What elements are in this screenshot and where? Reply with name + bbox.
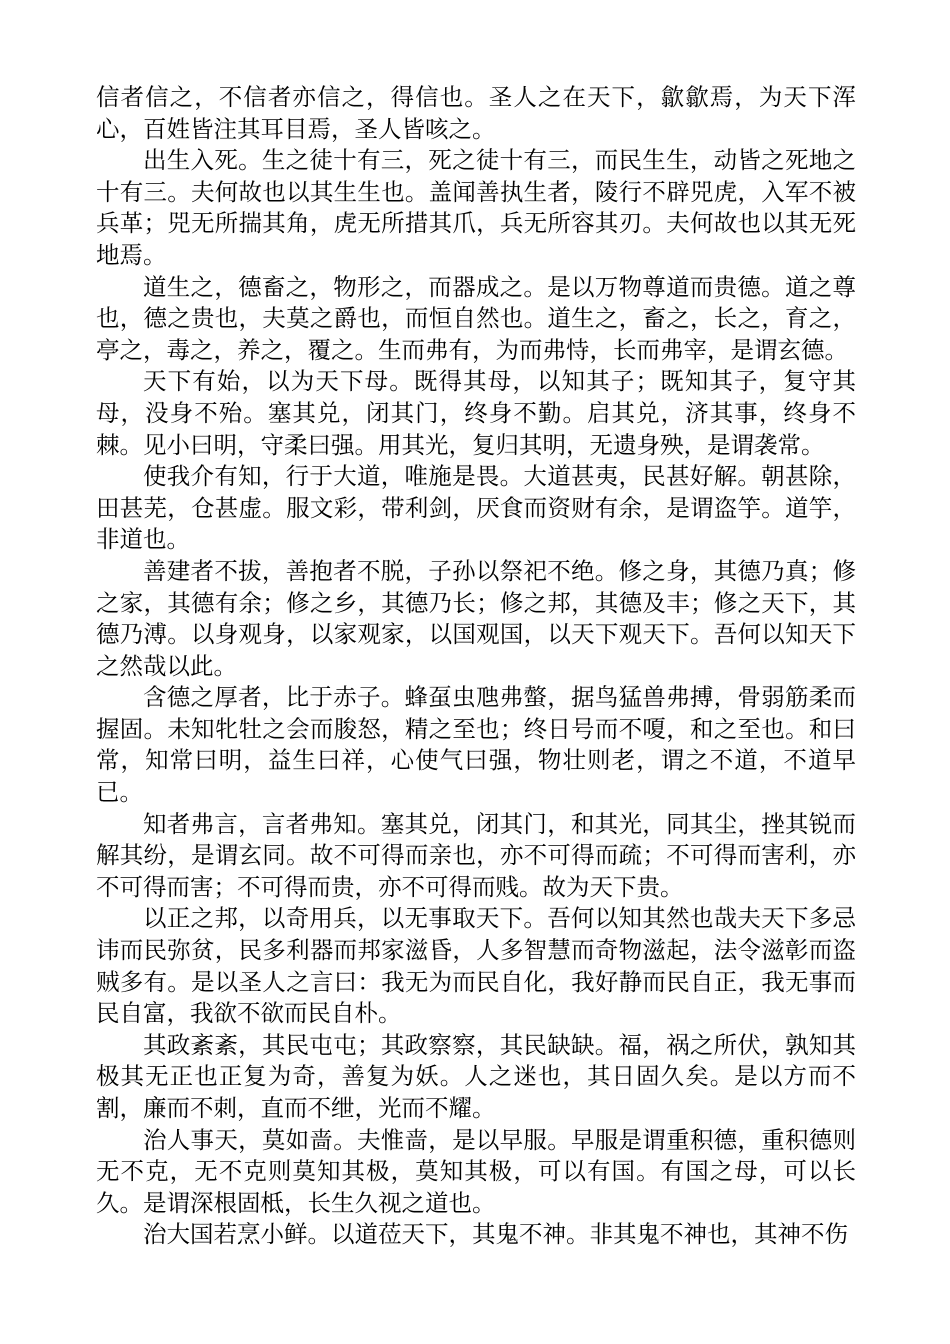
paragraph: 知者弗言，言者弗知。塞其兑，闭其门，和其光，同其尘，挫其锐而解其纷，是谓玄同。故不可得而亲也，亦不可得而疏；不可得而害利，亦不可得而害；不可得而贵，亦不可得而贱。故为天下贵。 — [96, 809, 856, 901]
paragraph: 出生入死。生之徒十有三，死之徒十有三，而民生生，动皆之死地之十有三。夫何故也以其生生也。盖闻善执生者，陵行不辟兕虎，入军不被兵革；兕无所揣其角，虎无所措其爪，兵无所容其刃。夫何故也以其无死地焉。 — [96, 146, 856, 269]
paragraph: 善建者不拔，善抱者不脱，子孙以祭祀不绝。修之身，其德乃真；修之家，其德有余；修之乡，其德乃长；修之邦，其德及丰；修之天下，其德乃溥。以身观身，以家观家，以国观国，以天下观天下。吾何以知天下之然哉以此。 — [96, 556, 856, 680]
paragraph: 信者信之，不信者亦信之，得信也。圣人之在天下，歙歙焉，为天下浑心，百姓皆注其耳目焉，圣人皆咳之。 — [96, 83, 856, 143]
paragraph: 其政紊紊，其民屯屯；其政察察，其民缺缺。福，祸之所伏，孰知其极其无正也正复为奇，善复为妖。人之迷也，其日固久矣。是以方而不割，廉而不刺，直而不绁，光而不耀。 — [96, 1030, 856, 1122]
body-text — [96, 82, 856, 1251]
paragraph: 天下有始，以为天下母。既得其母，以知其子；既知其子，复守其母，没身不殆。塞其兑，闭其门，终身不勤。启其兑，济其事，终身不棘。见小曰明，守柔曰强。用其光，复归其明，无遗身殃，是谓袭常。 — [96, 367, 856, 459]
paragraph: 治人事天，莫如啬。夫惟啬，是以早服。早服是谓重积德，重积德则无不克，无不克则莫知其极，莫知其极，可以有国。有国之母，可以长久。是谓深根固柢，长生久视之道也。 — [96, 1125, 856, 1217]
paragraph: 治大国若烹小鲜。以道莅天下，其鬼不神。非其鬼不神也，其神不伤 — [143, 1220, 848, 1249]
paragraph: 使我介有知，行于大道，唯施是畏。大道甚夷，民甚好解。朝甚除，田甚芜，仓甚虚。服文彩，带利剑，厌食而资财有余，是谓盗竽。道竽，非道也。 — [96, 462, 856, 554]
paragraph: 以正之邦，以奇用兵，以无事取天下。吾何以知其然也哉夫天下多忌讳而民弥贫，民多利器而邦家滋昏，人多智慧而奇物滋起，法令滋彰而盗贼多有。是以圣人之言曰：我无为而民自化，我好静而民自正，我无事而民自富，我欲不欲而民自朴。 — [96, 904, 856, 1028]
paragraph: 含德之厚者，比于赤子。蜂虿虫虺弗螫，据鸟猛兽弗搏，骨弱筋柔而握固。未知牝牡之会而朘怒，精之至也；终日号而不嗄，和之至也。和曰常，知常曰明，益生曰祥，心使气曰强，物壮则老，谓之不道，不道早已。 — [96, 683, 856, 807]
paragraph: 道生之，德畜之，物形之，而器成之。是以万物尊道而贵德。道之尊也，德之贵也，夫莫之爵也，而恒自然也。道生之，畜之，长之，育之，亭之，毒之，养之，覆之。生而弗有，为而弗恃，长而弗宰，是谓玄德。 — [96, 272, 856, 364]
